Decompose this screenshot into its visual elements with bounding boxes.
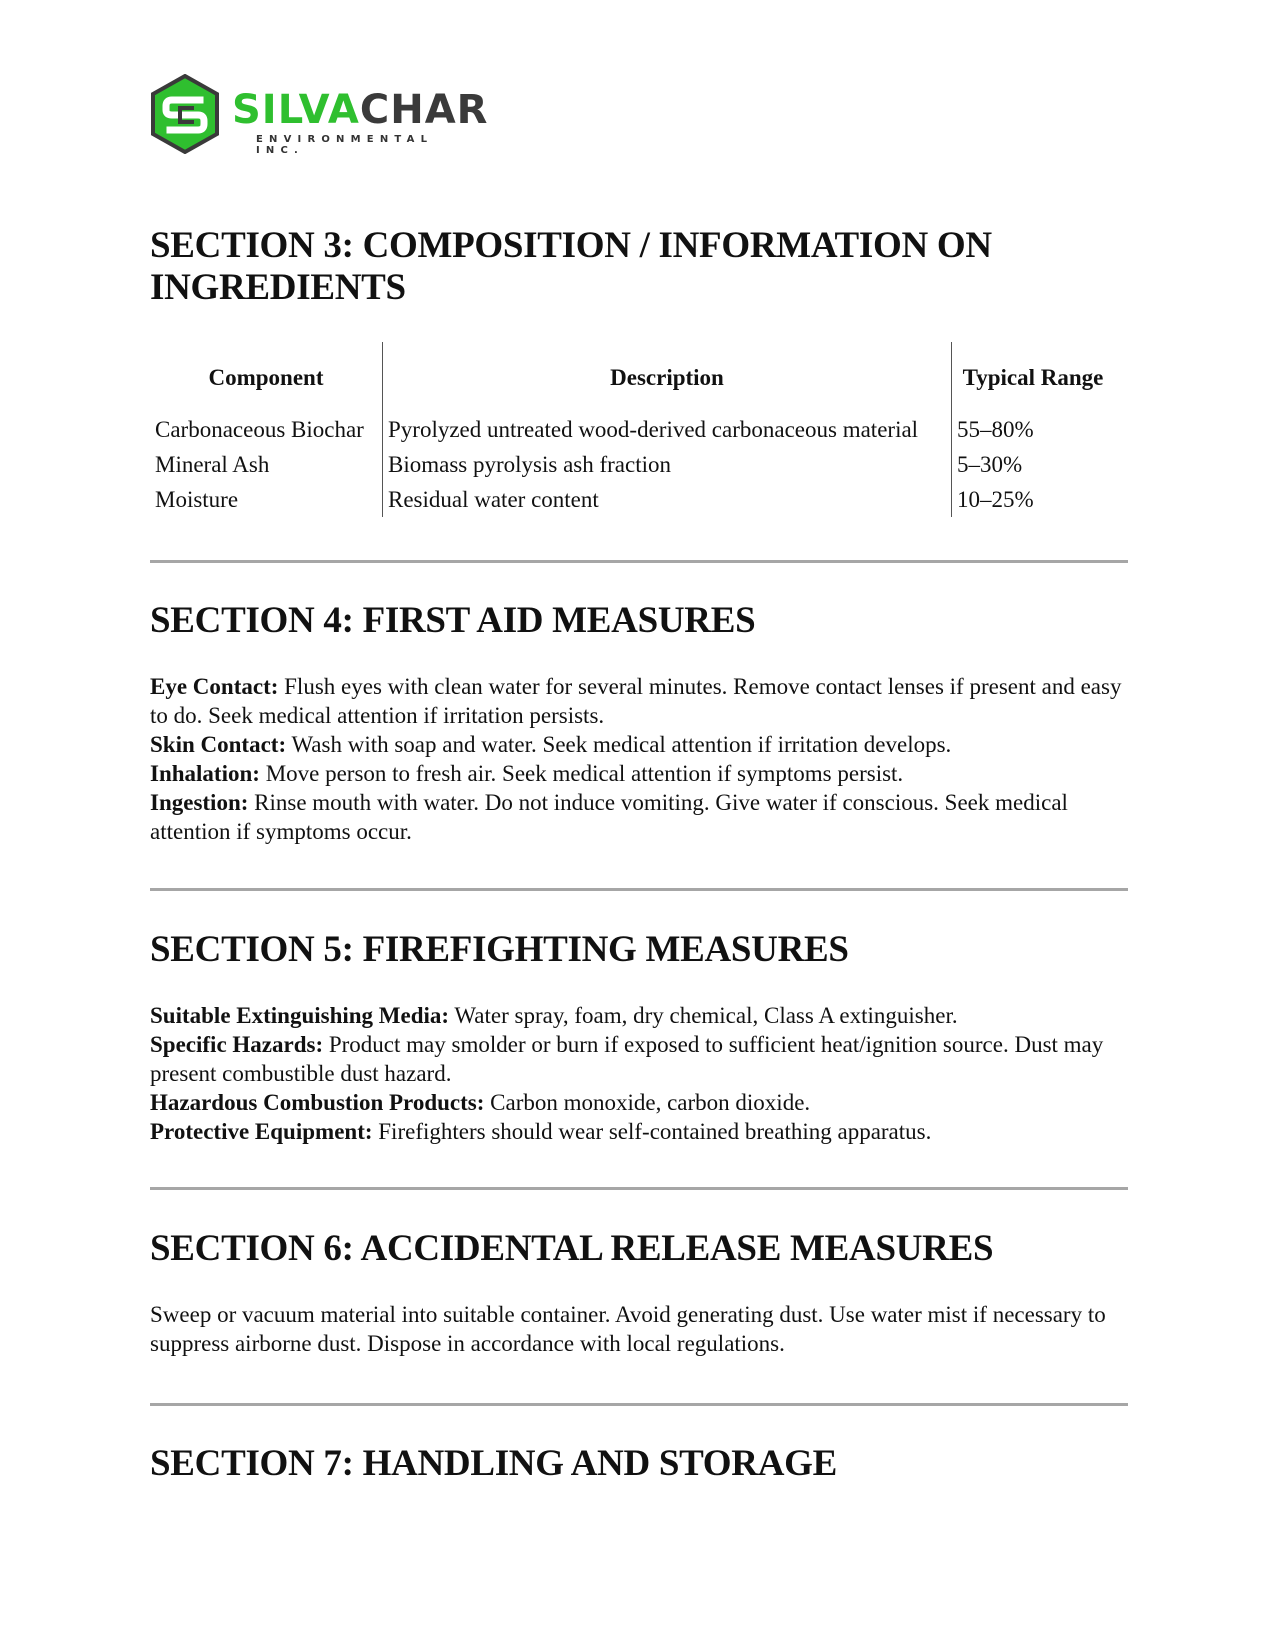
first-aid-ingestion: [150, 788, 1128, 846]
firefighting-equipment: [150, 1117, 1128, 1146]
firefighting-hazards: [150, 1030, 1128, 1088]
hexagon-s-logo-icon: [150, 74, 220, 154]
label-ingestion: Ingestion:: [150, 790, 249, 815]
header-description: Description: [383, 342, 952, 412]
section-divider: [150, 1187, 1128, 1190]
text-skin-contact: Wash with soap and water. Seek medical attention if irritation develops.: [286, 732, 952, 757]
text-extinguishing-media: Water spray, foam, dry chemical, Class A extinguisher.: [449, 1003, 958, 1028]
text-eye-contact: Flush eyes with clean water for several minutes. Remove contact lenses if present and easy to do. Seek medical attention if irritation persists.: [150, 674, 1122, 728]
section-divider: [150, 1403, 1128, 1406]
brand-name-dark: CHAR: [359, 87, 489, 133]
table-row: [150, 447, 1114, 482]
label-extinguishing-media: Suitable Extinguishing Media:: [150, 1003, 450, 1028]
cell-description: Residual water content: [383, 482, 952, 517]
table-row: [150, 412, 1114, 447]
section-divider: [150, 888, 1128, 891]
cell-description: Biomass pyrolysis ash fraction: [383, 447, 952, 482]
label-protective-equipment: Protective Equipment:: [150, 1119, 373, 1144]
section-divider: [150, 560, 1128, 563]
composition-table: [150, 342, 1114, 517]
header-typical-range: Typical Range: [962, 364, 1104, 390]
text-combustion-products: Carbon monoxide, carbon dioxide.: [484, 1090, 811, 1115]
first-aid-skin: [150, 730, 1128, 759]
label-combustion-products: Hazardous Combustion Products:: [150, 1090, 485, 1115]
first-aid-inhalation: [150, 759, 1128, 788]
firefighting-media: [150, 1001, 1128, 1030]
cell-range: 55–80%: [957, 417, 1034, 442]
label-eye-contact: Eye Contact:: [150, 674, 279, 699]
cell-component: Mineral Ash: [155, 452, 270, 477]
table-row: [150, 482, 1114, 517]
first-aid-measures: [150, 672, 1128, 846]
label-inhalation: Inhalation:: [150, 761, 260, 786]
brand-name: [232, 87, 489, 133]
company-logo: [150, 74, 489, 156]
text-inhalation: Move person to fresh air. Seek medical attention if symptoms persist.: [259, 761, 904, 786]
section-6-title: SECTION 6: ACCIDENTAL RELEASE MEASURES: [150, 1228, 994, 1269]
label-specific-hazards: Specific Hazards:: [150, 1032, 324, 1057]
label-skin-contact: Skin Contact:: [150, 732, 287, 757]
cell-component: Carbonaceous Biochar: [155, 417, 364, 442]
section-7-title: SECTION 7: HANDLING AND STORAGE: [150, 1443, 837, 1484]
firefighting-combustion: [150, 1088, 1128, 1117]
header-component: Component: [208, 364, 324, 390]
first-aid-eye: [150, 672, 1128, 730]
text-ingestion: Rinse mouth with water. Do not induce vomiting. Give water if conscious. Seek medical attention if symptoms occur.: [150, 790, 1068, 844]
firefighting-measures: [150, 1001, 1128, 1146]
section-3-title: SECTION 3: COMPOSITION / INFORMATION ON INGREDIENTS: [150, 225, 992, 308]
cell-range: 10–25%: [957, 487, 1034, 512]
cell-range: 5–30%: [957, 452, 1023, 477]
text-protective-equipment: Firefighters should wear self-contained breathing apparatus.: [372, 1119, 932, 1144]
brand-name-green: SILVA: [232, 87, 360, 133]
cell-component: Moisture: [155, 487, 239, 512]
cell-description: Pyrolyzed untreated wood-derived carbonaceous material: [383, 412, 952, 447]
brand-subtitle: ENVIRONMENTAL INC.: [256, 134, 434, 156]
text-specific-hazards: Product may smolder or burn if exposed to sufficient heat/ignition source. Dust may present combustible dust hazard.: [150, 1032, 1104, 1086]
accidental-release-measures: [150, 1300, 1128, 1358]
accidental-release-text: Sweep or vacuum material into suitable container. Avoid generating dust. Use water mist if necessary to suppress airborne dust. Dispose in accordance with local regulations.: [150, 1302, 1106, 1356]
section-5-title: SECTION 5: FIREFIGHTING MEASURES: [150, 929, 849, 970]
table-header-row: [150, 342, 1114, 412]
section-4-title: SECTION 4: FIRST AID MEASURES: [150, 600, 756, 641]
